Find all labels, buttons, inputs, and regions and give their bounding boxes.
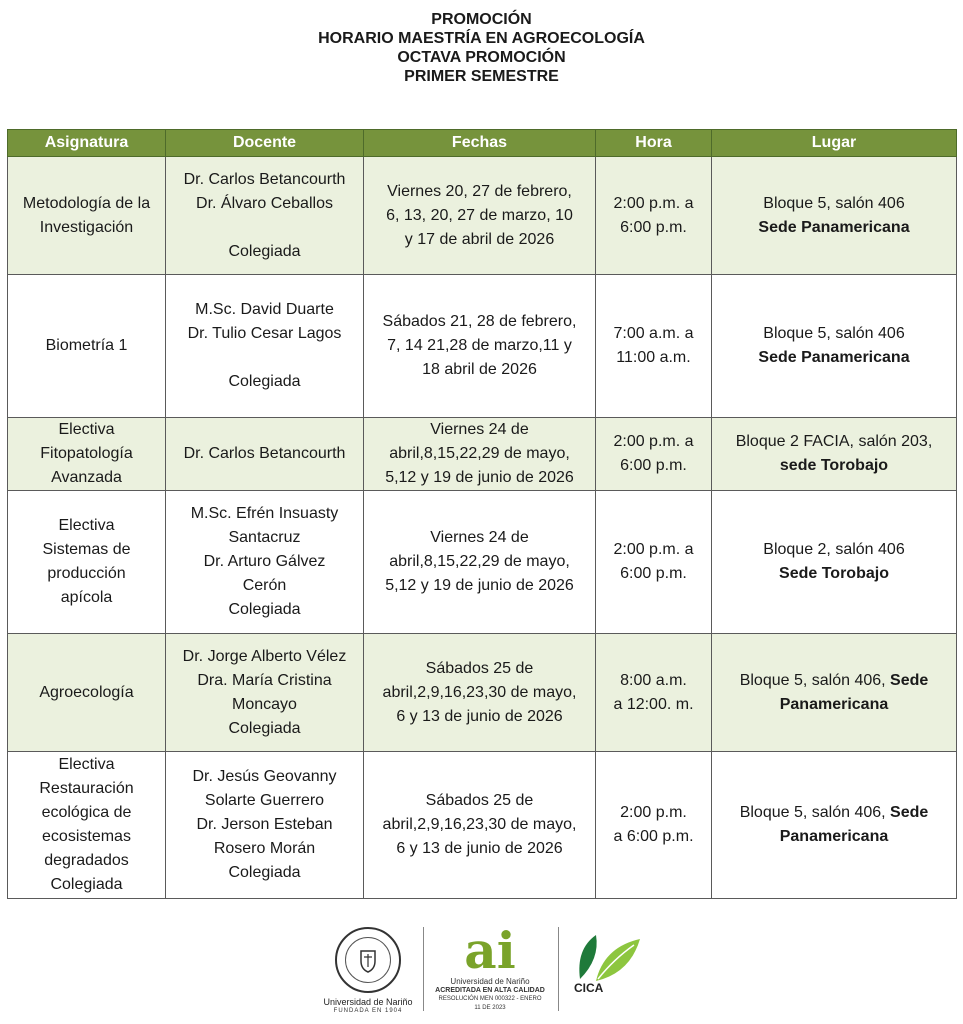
table-row xyxy=(8,491,957,634)
lugar-text: Bloque 5, salón 406, xyxy=(739,671,886,689)
cell-docente-line: M.Sc. David Duarte xyxy=(195,301,334,318)
lugar-sede: Sede Panamericana xyxy=(758,349,910,366)
lugar-sede: Panamericana xyxy=(779,828,889,845)
cell-asignatura-line: ecológica de xyxy=(41,804,132,821)
logo-divider xyxy=(558,927,559,1011)
cell-lugar xyxy=(712,157,957,275)
cell-docente-line: Solarte Guerrero xyxy=(204,792,325,809)
document-title xyxy=(0,10,963,86)
cell-fechas-line: 18 abril de 2026 xyxy=(422,361,537,378)
cell-docente xyxy=(166,275,364,418)
cell-docente-line xyxy=(170,346,359,370)
table-row xyxy=(8,418,957,491)
udenar-founded: FUNDADA EN 1904 xyxy=(333,1008,403,1014)
cell-fechas-line: Sábados 25 de xyxy=(425,792,534,809)
cell-asignatura xyxy=(8,491,166,634)
cell-docente-line: Dr. Jesús Geovanny xyxy=(192,768,337,785)
table-row xyxy=(8,634,957,752)
cell-fechas-line: abril,2,9,16,23,30 de mayo, xyxy=(382,683,577,701)
cell-fechas-line: abril,2,9,16,23,30 de mayo, xyxy=(382,816,577,833)
cell-asignatura-line: Avanzada xyxy=(51,469,122,486)
cell-asignatura-line: Colegiada xyxy=(50,876,123,893)
cell-hora-line: a 6:00 p.m. xyxy=(613,828,694,845)
ai-logo-icon xyxy=(435,921,545,980)
cell-docente-line: Colegiada xyxy=(228,242,301,260)
cell-asignatura-line: Agroecología xyxy=(39,683,134,701)
cell-fechas-line: Viernes 24 de xyxy=(430,421,529,438)
cell-fechas-line: 5,12 y 19 de junio de 2026 xyxy=(385,469,574,486)
column-header-lugar: Lugar xyxy=(712,130,957,157)
cell-asignatura-line: producción xyxy=(47,565,126,582)
cell-asignatura-line: Electiva xyxy=(58,421,115,438)
lugar-sede: Panamericana xyxy=(779,695,889,713)
cell-fechas xyxy=(364,752,596,899)
cell-docente-line: Colegiada xyxy=(228,719,301,737)
cell-fechas-line: abril,8,15,22,29 de mayo, xyxy=(389,553,570,570)
cell-hora xyxy=(596,418,712,491)
cell-docente-line: Dra. María Cristina xyxy=(197,671,332,689)
cell-hora xyxy=(596,634,712,752)
cell-asignatura-line: Fitopatología xyxy=(40,445,133,462)
lugar-text: Bloque 5, salón 406 xyxy=(763,194,905,212)
cell-fechas xyxy=(364,634,596,752)
lugar-sede: Sede Panamericana xyxy=(758,218,910,236)
cell-docente-line: Dr. Jerson Esteban xyxy=(196,816,333,833)
cell-hora-line: a 12:00. m. xyxy=(613,695,694,713)
cell-hora-line: 7:00 a.m. a xyxy=(613,325,694,342)
cell-docente xyxy=(166,634,364,752)
cell-hora-line: 6:00 p.m. xyxy=(620,565,687,582)
cell-fechas xyxy=(364,418,596,491)
cell-docente xyxy=(166,157,364,275)
udenar-seal-icon xyxy=(335,927,401,993)
cell-hora-line: 11:00 a.m. xyxy=(616,349,691,366)
cell-lugar xyxy=(712,634,957,752)
cell-fechas-line: 6 y 13 de junio de 2026 xyxy=(396,707,563,725)
cell-asignatura xyxy=(8,275,166,418)
cell-docente-line: M.Sc. Efrén Insuasty xyxy=(190,505,339,522)
cell-docente-line: Moncayo xyxy=(232,695,297,713)
cell-asignatura xyxy=(8,157,166,275)
column-header-docente: Docente xyxy=(166,130,364,157)
lugar-sede-label: Sede xyxy=(890,671,929,689)
cell-asignatura-line: Electiva xyxy=(58,517,115,534)
cell-lugar xyxy=(712,275,957,418)
ai-logo-letters: ai xyxy=(464,921,516,980)
cell-docente-line: Dr. Tulio Cesar Lagos xyxy=(187,325,342,342)
cell-fechas xyxy=(364,157,596,275)
table-row xyxy=(8,157,957,275)
cell-docente-line: Santacruz xyxy=(228,529,301,546)
cell-docente-line: Cerón xyxy=(242,577,287,594)
title-line-3: OCTAVA PROMOCIÓN xyxy=(397,49,566,66)
cell-hora xyxy=(596,157,712,275)
accreditation-logo xyxy=(435,921,545,1015)
cell-hora xyxy=(596,491,712,634)
cica-leaf-icon xyxy=(574,929,646,985)
lugar-text: Bloque 5, salón 406 xyxy=(763,325,905,342)
udenar-logo xyxy=(318,925,418,1015)
logo-divider xyxy=(423,927,424,1011)
cell-docente-line: Dr. Arturo Gálvez xyxy=(203,553,326,570)
cell-fechas-line: 5,12 y 19 de junio de 2026 xyxy=(385,577,574,594)
cell-docente-line: Colegiada xyxy=(228,601,301,618)
ai-accreditation: ACREDITADA EN ALTA CALIDAD xyxy=(435,987,545,994)
cell-docente-line: Rosero Morán xyxy=(213,840,316,857)
cell-docente-line xyxy=(170,216,359,240)
cell-asignatura-line: Metodología de la xyxy=(22,194,151,212)
lugar-sede-label: Sede xyxy=(890,804,929,821)
cell-asignatura-line: ecosistemas xyxy=(42,828,131,845)
lugar-text: Bloque 2, salón 406 xyxy=(763,541,905,558)
cell-fechas-line: Sábados 25 de xyxy=(425,659,534,677)
cell-fechas-line: 7, 14 21,28 de marzo,11 y xyxy=(387,337,572,354)
cell-asignatura-line: Investigación xyxy=(39,218,134,236)
column-header-hora: Hora xyxy=(596,130,712,157)
cell-fechas-line: Viernes 20, 27 de febrero, xyxy=(387,182,572,200)
cell-fechas xyxy=(364,275,596,418)
cell-docente xyxy=(166,491,364,634)
table-header-row xyxy=(8,130,957,157)
cell-hora-line: 2:00 p.m. xyxy=(620,804,687,821)
cell-asignatura-line: Electiva xyxy=(58,756,115,773)
cell-hora-line: 8:00 a.m. xyxy=(620,671,687,689)
cell-asignatura-line: Sistemas de xyxy=(42,541,131,558)
cell-hora-line: 2:00 p.m. a xyxy=(613,433,694,450)
lugar-sede: sede Torobajo xyxy=(779,457,889,474)
cica-name: CICA xyxy=(574,981,604,995)
cell-fechas-line: Sábados 21, 28 de febrero, xyxy=(382,313,577,330)
cell-asignatura-line: Restauración xyxy=(39,780,134,797)
ai-university: Universidad de Nariño xyxy=(450,977,530,986)
cell-asignatura xyxy=(8,418,166,491)
title-line-2: HORARIO MAESTRÍA EN AGROECOLOGÍA xyxy=(318,30,645,47)
cell-docente xyxy=(166,418,364,491)
cell-hora-line: 2:00 p.m. a xyxy=(613,194,694,212)
table-row xyxy=(8,752,957,899)
cell-lugar xyxy=(712,752,957,899)
column-header-fechas: Fechas xyxy=(364,130,596,157)
udenar-name: Universidad de Nariño xyxy=(323,997,413,1007)
cell-hora xyxy=(596,275,712,418)
cell-docente-line: Dr. Álvaro Ceballos xyxy=(196,194,333,212)
cell-hora-line: 6:00 p.m. xyxy=(620,218,687,236)
schedule-table xyxy=(7,129,957,899)
cell-asignatura-line: degradados xyxy=(44,852,129,869)
cell-hora-line: 6:00 p.m. xyxy=(620,457,687,474)
cell-lugar xyxy=(712,491,957,634)
cell-docente-line: Dr. Carlos Betancourth xyxy=(183,445,346,462)
cell-asignatura xyxy=(8,634,166,752)
cell-fechas-line: abril,8,15,22,29 de mayo, xyxy=(389,445,570,462)
footer-logos xyxy=(0,921,963,1015)
cell-docente-line: Dr. Carlos Betancourth xyxy=(183,170,346,188)
cell-hora-line: 2:00 p.m. a xyxy=(613,541,694,558)
title-line-1: PROMOCIÓN xyxy=(431,11,532,28)
table-row xyxy=(8,275,957,418)
ai-resolution: RESOLUCIÓN MEN 000322 - ENERO 11 DE 2023 xyxy=(438,996,542,1011)
cell-fechas-line: y 17 de abril de 2026 xyxy=(404,230,555,248)
cell-fechas-line: 6, 13, 20, 27 de marzo, 10 xyxy=(386,206,573,224)
cell-fechas-line: Viernes 24 de xyxy=(430,529,529,546)
cell-fechas-line: 6 y 13 de junio de 2026 xyxy=(396,840,563,857)
cell-hora xyxy=(596,752,712,899)
cell-docente-line: Colegiada xyxy=(228,373,301,390)
cell-fechas xyxy=(364,491,596,634)
lugar-text: Bloque 2 FACIA, salón 203, xyxy=(735,433,933,450)
cell-docente-line: Dr. Jorge Alberto Vélez xyxy=(182,647,347,665)
cell-asignatura xyxy=(8,752,166,899)
cica-logo xyxy=(574,929,646,1009)
cell-lugar xyxy=(712,418,957,491)
cell-docente xyxy=(166,752,364,899)
cell-docente-line: Colegiada xyxy=(228,864,301,881)
column-header-asignatura: Asignatura xyxy=(8,130,166,157)
lugar-text: Bloque 5, salón 406, xyxy=(739,804,886,821)
cell-asignatura-line: apícola xyxy=(60,589,113,606)
lugar-sede: Sede Torobajo xyxy=(779,565,889,582)
cell-asignatura-line: Biometría 1 xyxy=(45,337,128,354)
title-line-4: PRIMER SEMESTRE xyxy=(404,68,559,85)
